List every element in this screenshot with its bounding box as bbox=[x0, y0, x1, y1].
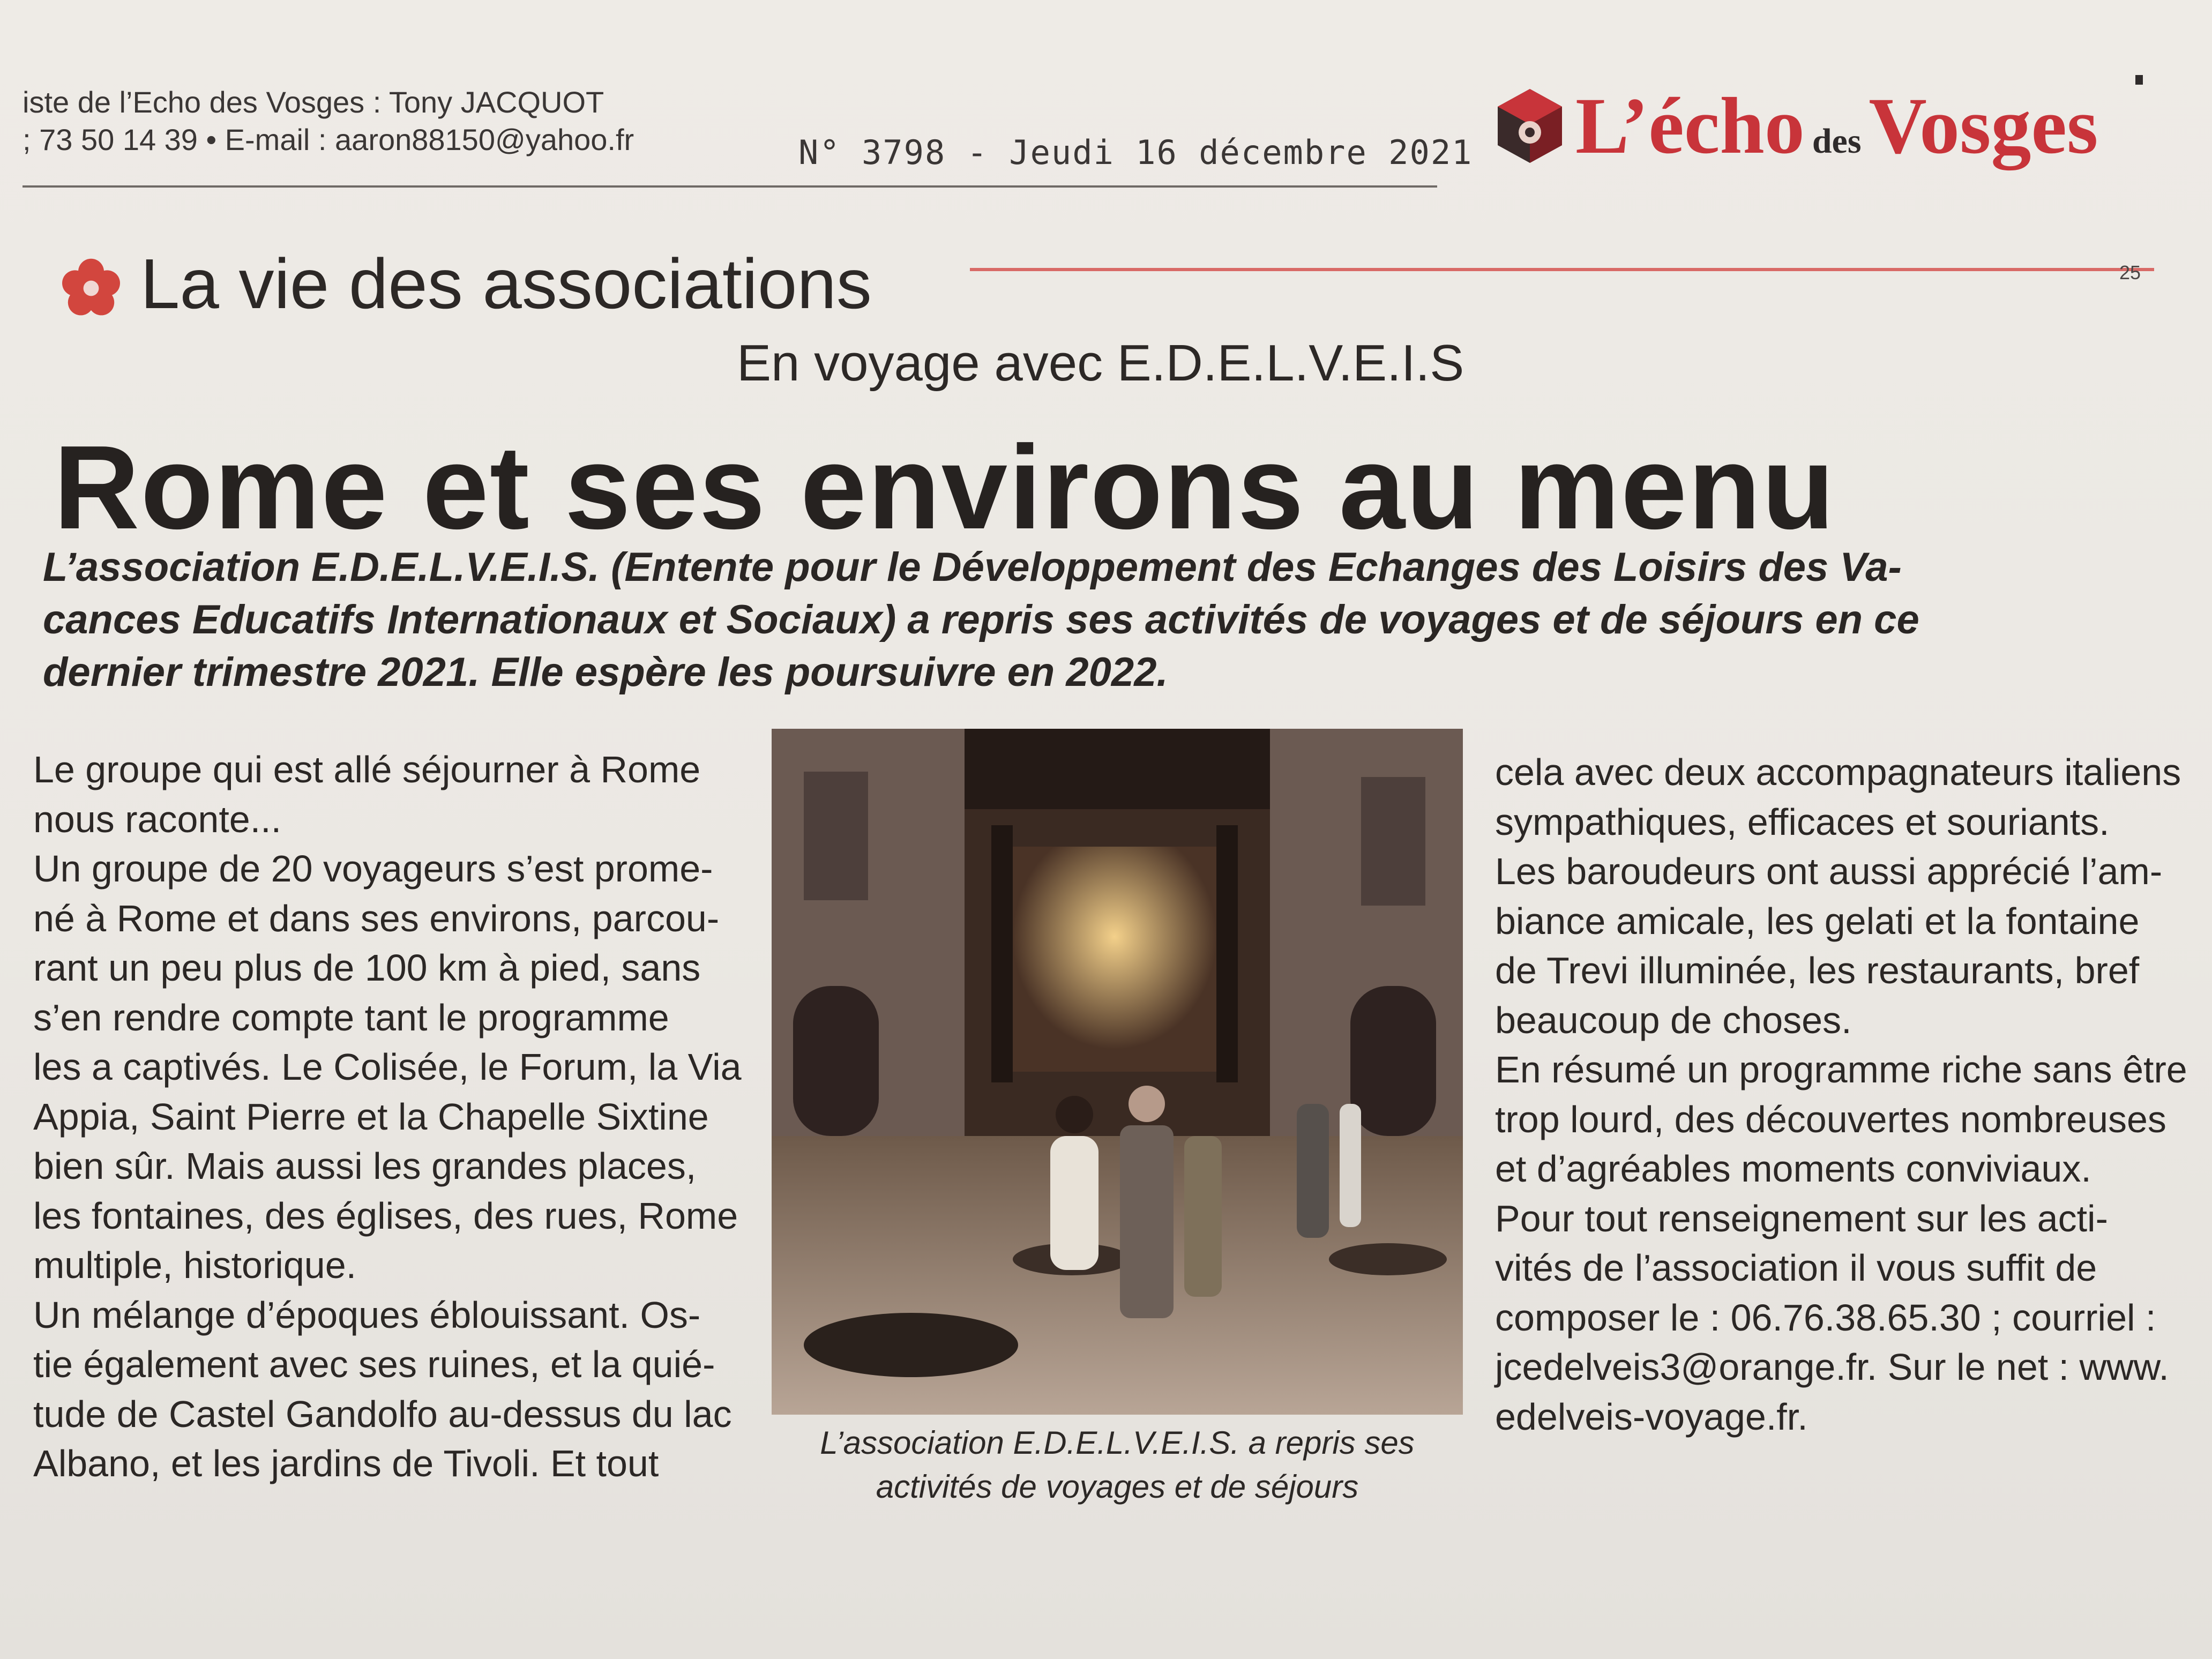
header-credit bbox=[23, 85, 634, 158]
body-line: né à Rome et dans ses environs, parcou- bbox=[33, 897, 720, 939]
body-line: s’en rendre compte tant le programme bbox=[33, 996, 669, 1038]
contact-line: ; 73 50 14 39 • E-mail : aaron88150@yahoo.fr bbox=[23, 123, 634, 156]
logo-icon bbox=[1490, 86, 1570, 166]
body-line: Un mélange d’époques éblouissant. Os- bbox=[33, 1294, 701, 1336]
article-kicker: En voyage avec E.D.E.L.V.E.I.S bbox=[737, 334, 1464, 392]
article-lead bbox=[43, 541, 2122, 699]
body-line: Pour tout renseignement sur les acti- bbox=[1495, 1197, 2108, 1239]
body-line: rant un peu plus de 100 km à pied, sans bbox=[33, 947, 701, 989]
body-line: multiple, historique. bbox=[33, 1244, 357, 1286]
caption-line: activités de voyages et de séjours bbox=[876, 1469, 1359, 1505]
article-photo bbox=[772, 729, 1463, 1415]
lead-line: cances Educatifs Internationaux et Sociaux) a repris ses activités de voyages et de séjours en ce bbox=[43, 597, 1919, 642]
body-line: sympathiques, efficaces et souriants. bbox=[1495, 801, 2110, 843]
body-line: Un groupe de 20 voyageurs s’est prome- bbox=[33, 848, 713, 890]
body-line: trop lourd, des découvertes nombreuses bbox=[1495, 1098, 2166, 1140]
logo-small: des bbox=[1812, 122, 1862, 161]
body-line: edelveis-voyage.fr. bbox=[1495, 1395, 1808, 1438]
body-line: cela avec deux accompagnateurs italiens bbox=[1495, 751, 2181, 793]
logo-end: Vosges bbox=[1869, 81, 2098, 170]
body-line: et d’agréables moments conviviaux. bbox=[1495, 1148, 2091, 1190]
credit-line: iste de l’Echo des Vosges : Tony JACQUOT bbox=[23, 85, 604, 119]
section-rule bbox=[970, 268, 2154, 271]
article-headline: Rome et ses environs au menu bbox=[54, 421, 1836, 554]
page-number: 25 bbox=[2119, 261, 2141, 283]
header-rule bbox=[23, 185, 1437, 188]
body-line: Appia, Saint Pierre et la Chapelle Sixtine bbox=[33, 1095, 709, 1138]
body-line: composer le : 06.76.38.65.30 ; courriel : bbox=[1495, 1296, 2156, 1339]
body-line: jcedelveis3@orange.fr. Sur le net : www. bbox=[1495, 1346, 2169, 1388]
logo-mark bbox=[2135, 75, 2143, 85]
caption-line: L’association E.D.E.L.V.E.I.S. a repris ses bbox=[820, 1425, 1415, 1461]
body-line: vités de l’association il vous suffit de bbox=[1495, 1247, 2097, 1289]
logo-main: L’écho bbox=[1575, 81, 1805, 170]
article-column-right bbox=[1495, 748, 2192, 1441]
body-line: biance amicale, les gelati et la fontaine bbox=[1495, 900, 2140, 942]
article-column-left bbox=[33, 745, 741, 1489]
body-line: Albano, et les jardins de Tivoli. Et tout bbox=[33, 1443, 659, 1484]
body-line: bien sûr. Mais aussi les grandes places, bbox=[33, 1145, 697, 1187]
body-line: les a captivés. Le Colisée, le Forum, la Via bbox=[33, 1046, 742, 1088]
body-line: de Trevi illuminée, les restaurants, bref bbox=[1495, 950, 2140, 991]
logo-wordmark bbox=[1575, 81, 2098, 191]
body-line: beaucoup de choses. bbox=[1495, 999, 1852, 1041]
body-line: nous raconte... bbox=[33, 798, 282, 840]
section-title: La vie des associations bbox=[140, 244, 872, 323]
photo-caption bbox=[772, 1421, 1463, 1509]
body-line: Les baroudeurs ont aussi apprécié l’am- bbox=[1495, 850, 2163, 892]
body-line: Le groupe qui est allé séjourner à Rome bbox=[33, 749, 701, 790]
body-line: tie également avec ses ruines, et la quié- bbox=[33, 1343, 715, 1385]
body-line: En résumé un programme riche sans être bbox=[1495, 1049, 2187, 1090]
body-line: les fontaines, des églises, des rues, Rome bbox=[33, 1194, 738, 1237]
flower-icon bbox=[59, 256, 123, 320]
body-line: tude de Castel Gandolfo au-dessus du lac bbox=[33, 1393, 732, 1435]
lead-line: dernier trimestre 2021. Elle espère les poursuivre en 2022. bbox=[43, 649, 1168, 695]
issue-date: N° 3798 - Jeudi 16 décembre 2021 bbox=[798, 133, 1473, 172]
lead-line: L’association E.D.E.L.V.E.I.S. (Entente pour le Développement des Echanges des Loisirs des Va- bbox=[43, 544, 1902, 590]
